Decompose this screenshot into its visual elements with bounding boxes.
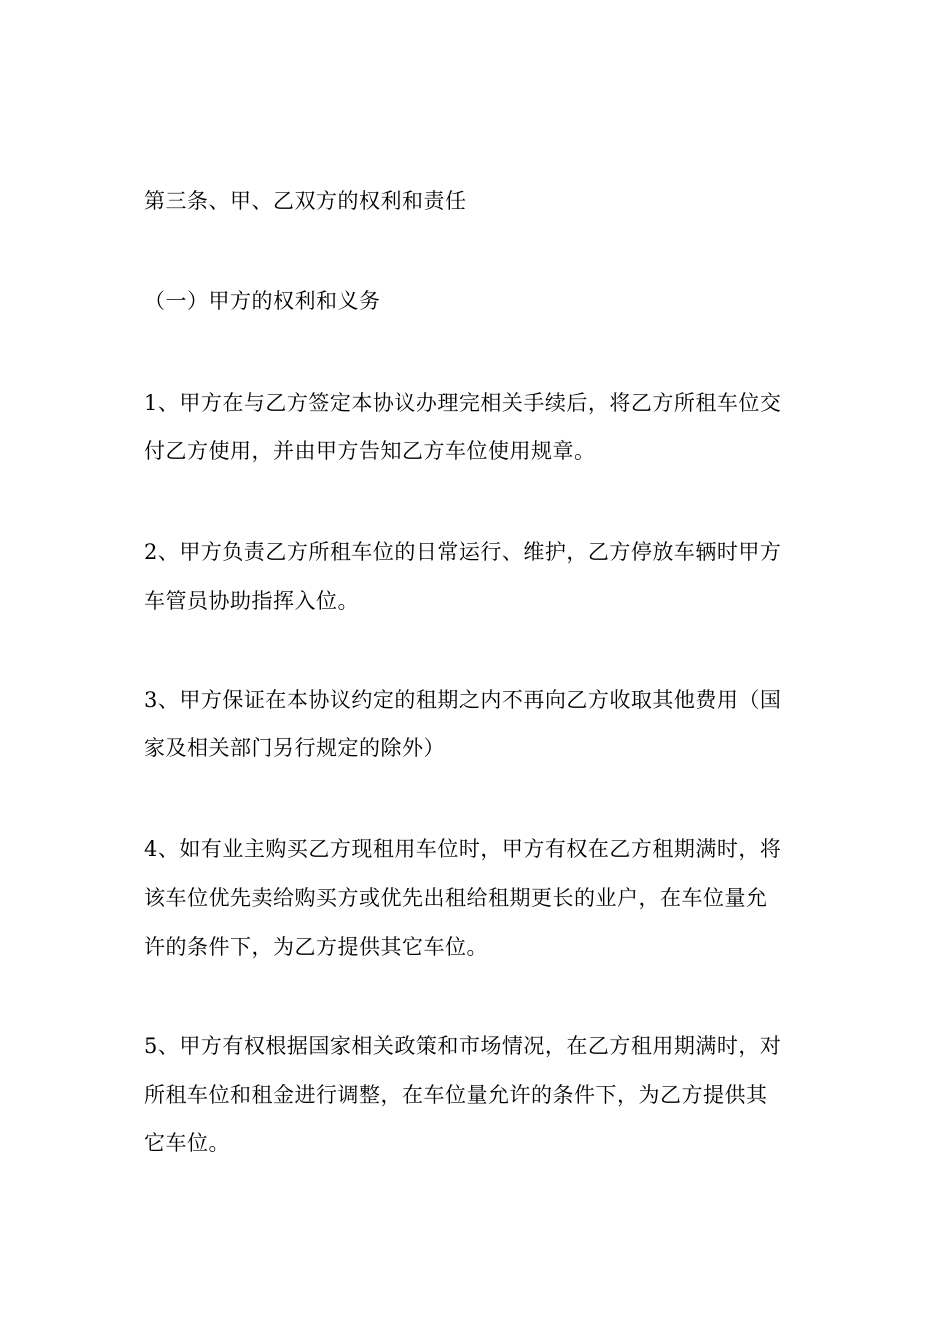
clause-line: 家及相关部门另行规定的除外）	[144, 736, 445, 760]
section-heading: 第三条、甲、乙双方的权利和责任	[144, 189, 467, 213]
clause-line: 1、甲方在与乙方签定本协议办理完相关手续后，将乙方所租车位交	[144, 391, 782, 415]
clause-line: 2、甲方负责乙方所租车位的日常运行、维护，乙方停放车辆时甲方	[144, 540, 782, 564]
clause-line: 车管员协助指挥入位。	[144, 589, 359, 613]
subsection-heading: （一）甲方的权利和义务	[144, 289, 381, 313]
clause-line: 它车位。	[144, 1131, 230, 1155]
clause-line: 所租车位和租金进行调整，在车位量允许的条件下，为乙方提供其	[144, 1083, 768, 1107]
clause-line: 该车位优先卖给购买方或优先出租给租期更长的业户，在车位量允	[144, 886, 768, 910]
clause-line: 4、如有业主购买乙方现租用车位时，甲方有权在乙方租期满时，将	[144, 837, 782, 861]
clause-line: 付乙方使用，并由甲方告知乙方车位使用规章。	[144, 439, 596, 463]
clause-line: 3、甲方保证在本协议约定的租期之内不再向乙方收取其他费用（国	[144, 688, 782, 712]
clause-line: 5、甲方有权根据国家相关政策和市场情况，在乙方租用期满时，对	[144, 1034, 782, 1058]
clause-line: 许的条件下，为乙方提供其它车位。	[144, 935, 488, 959]
